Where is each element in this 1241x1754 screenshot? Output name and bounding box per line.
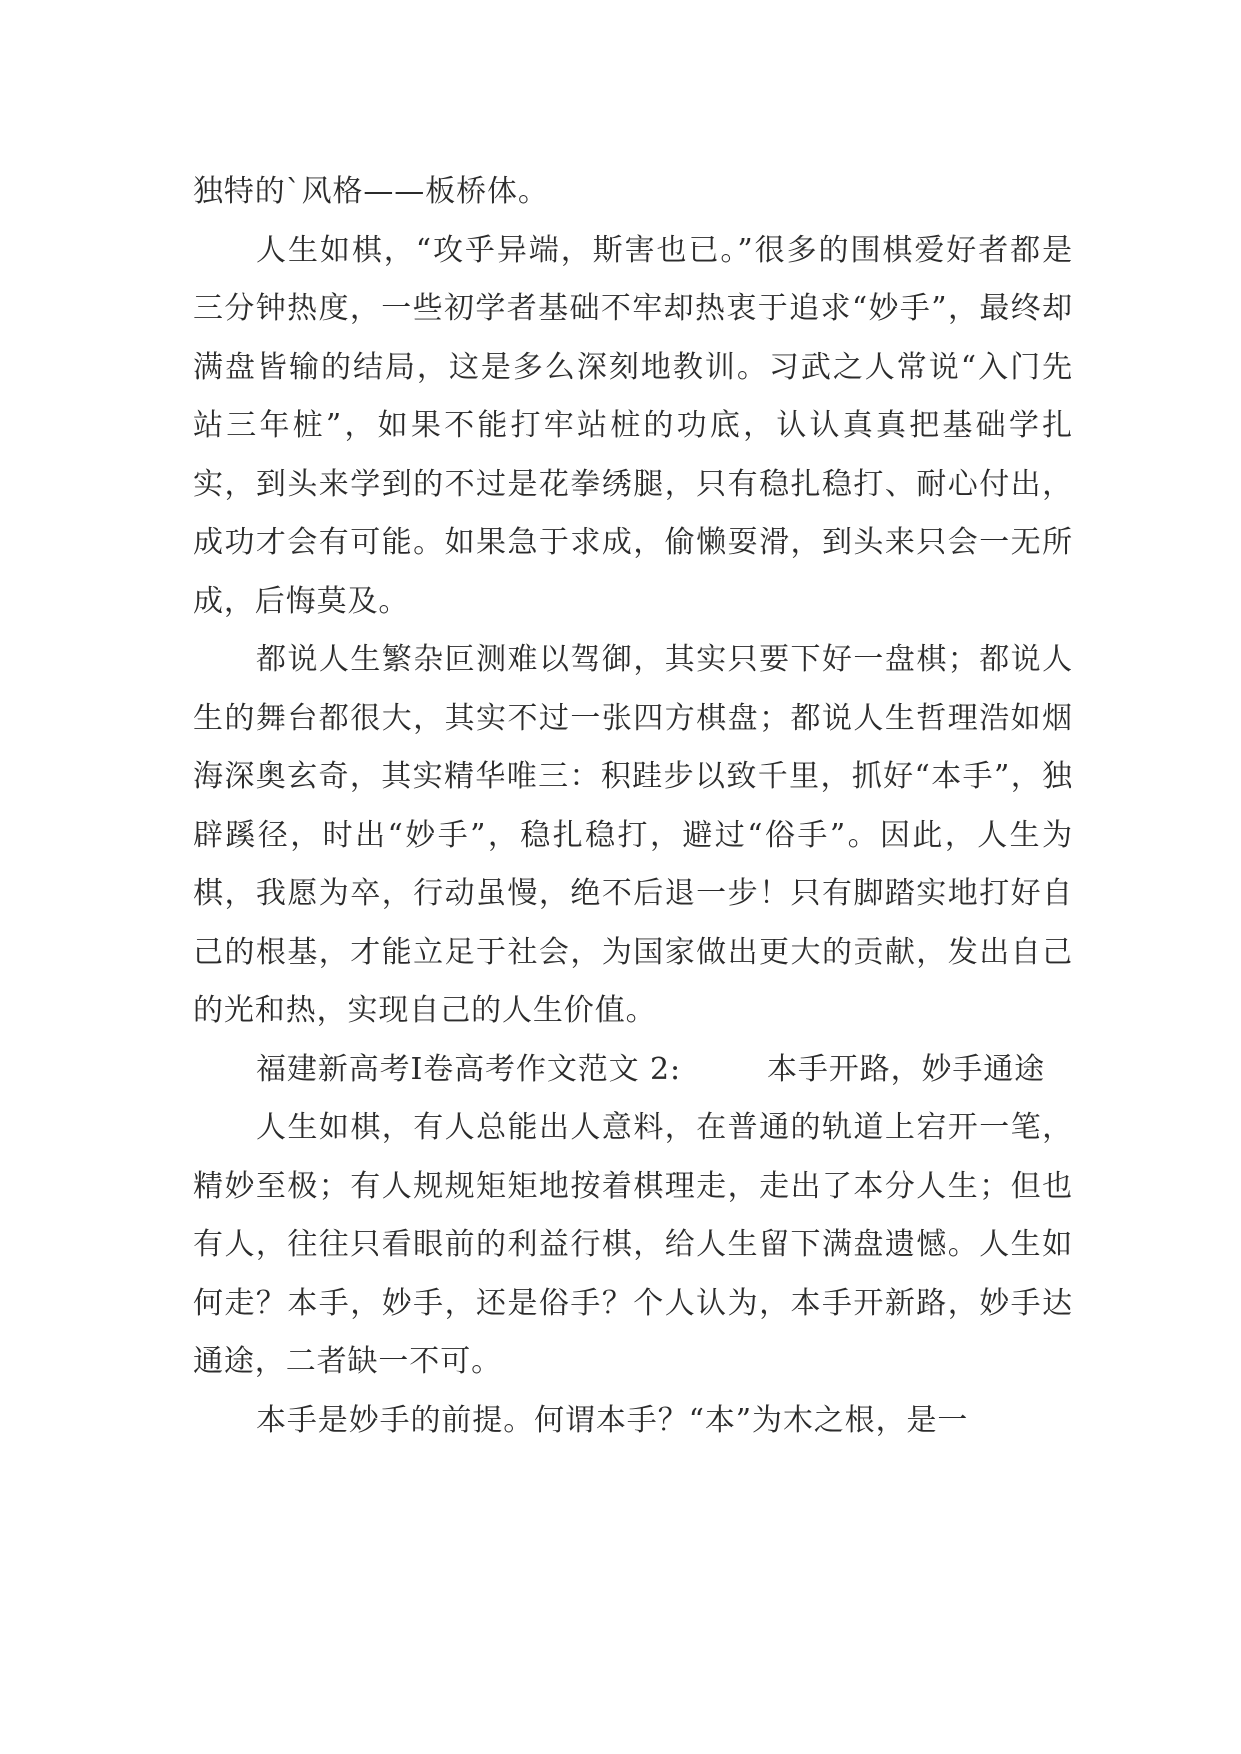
paragraph: 独特的`风格——板桥体。 [193, 174, 549, 209]
essay-title-label: 福建新高考Ⅰ卷高考作文范文 2: [256, 1051, 681, 1087]
paragraph: 人生如棋，“攻乎异端，斯害也已。”很多的围棋爱好者都是三分钟热度，一些初学者基础不牢却热衷于追求“妙手”，最终却满盘皆输的结局，这是多么深刻地教训。习武之人常说“入门先站三年桩”，如果不能打牢站桩的功底，认认真真把基础学扎实，到头来学到的不过是花拳绣腿，只有稳扎稳打、耐心付出，成功才会有可能。如果急于求成，偷懒耍滑，到头来只会一无所成，后悔莫及。 [193, 232, 1073, 619]
paragraph: 人生如棋，有人总能出人意料，在普通的轨道上宕开一笔，精妙至极；有人规规矩矩地按着棋理走，走出了本分人生；但也有人，往往只看眼前的利益行棋，给人生留下满盘遗憾。人生如何走？本手，妙手，还是俗手？个人认为，本手开新路，妙手达通途，二者缺一不可。 [193, 1110, 1073, 1379]
essay-title-line [193, 1041, 1073, 1100]
document-body [193, 163, 1073, 1450]
paragraph: 本手是妙手的前提。何谓本手？“本”为木之根，是一 [256, 1402, 969, 1438]
paragraph: 都说人生繁杂叵测难以驾御，其实只要下好一盘棋；都说人生的舞台都很大，其实不过一张四方棋盘；都说人生哲理浩如烟海深奥玄奇，其实精华唯三：积跬步以致千里，抓好“本手”，独辟蹊径，时出“妙手”，稳扎稳打，避过“俗手”。因此，人生为棋，我愿为卒，行动虽慢，绝不后退一步！只有脚踏实地打好自己的根基，才能立足于社会，为国家做出更大的贡献，发出自己的光和热，实现自己的人生价值。 [193, 642, 1073, 1028]
essay-title: 本手开路，妙手通途 [766, 1051, 1046, 1087]
